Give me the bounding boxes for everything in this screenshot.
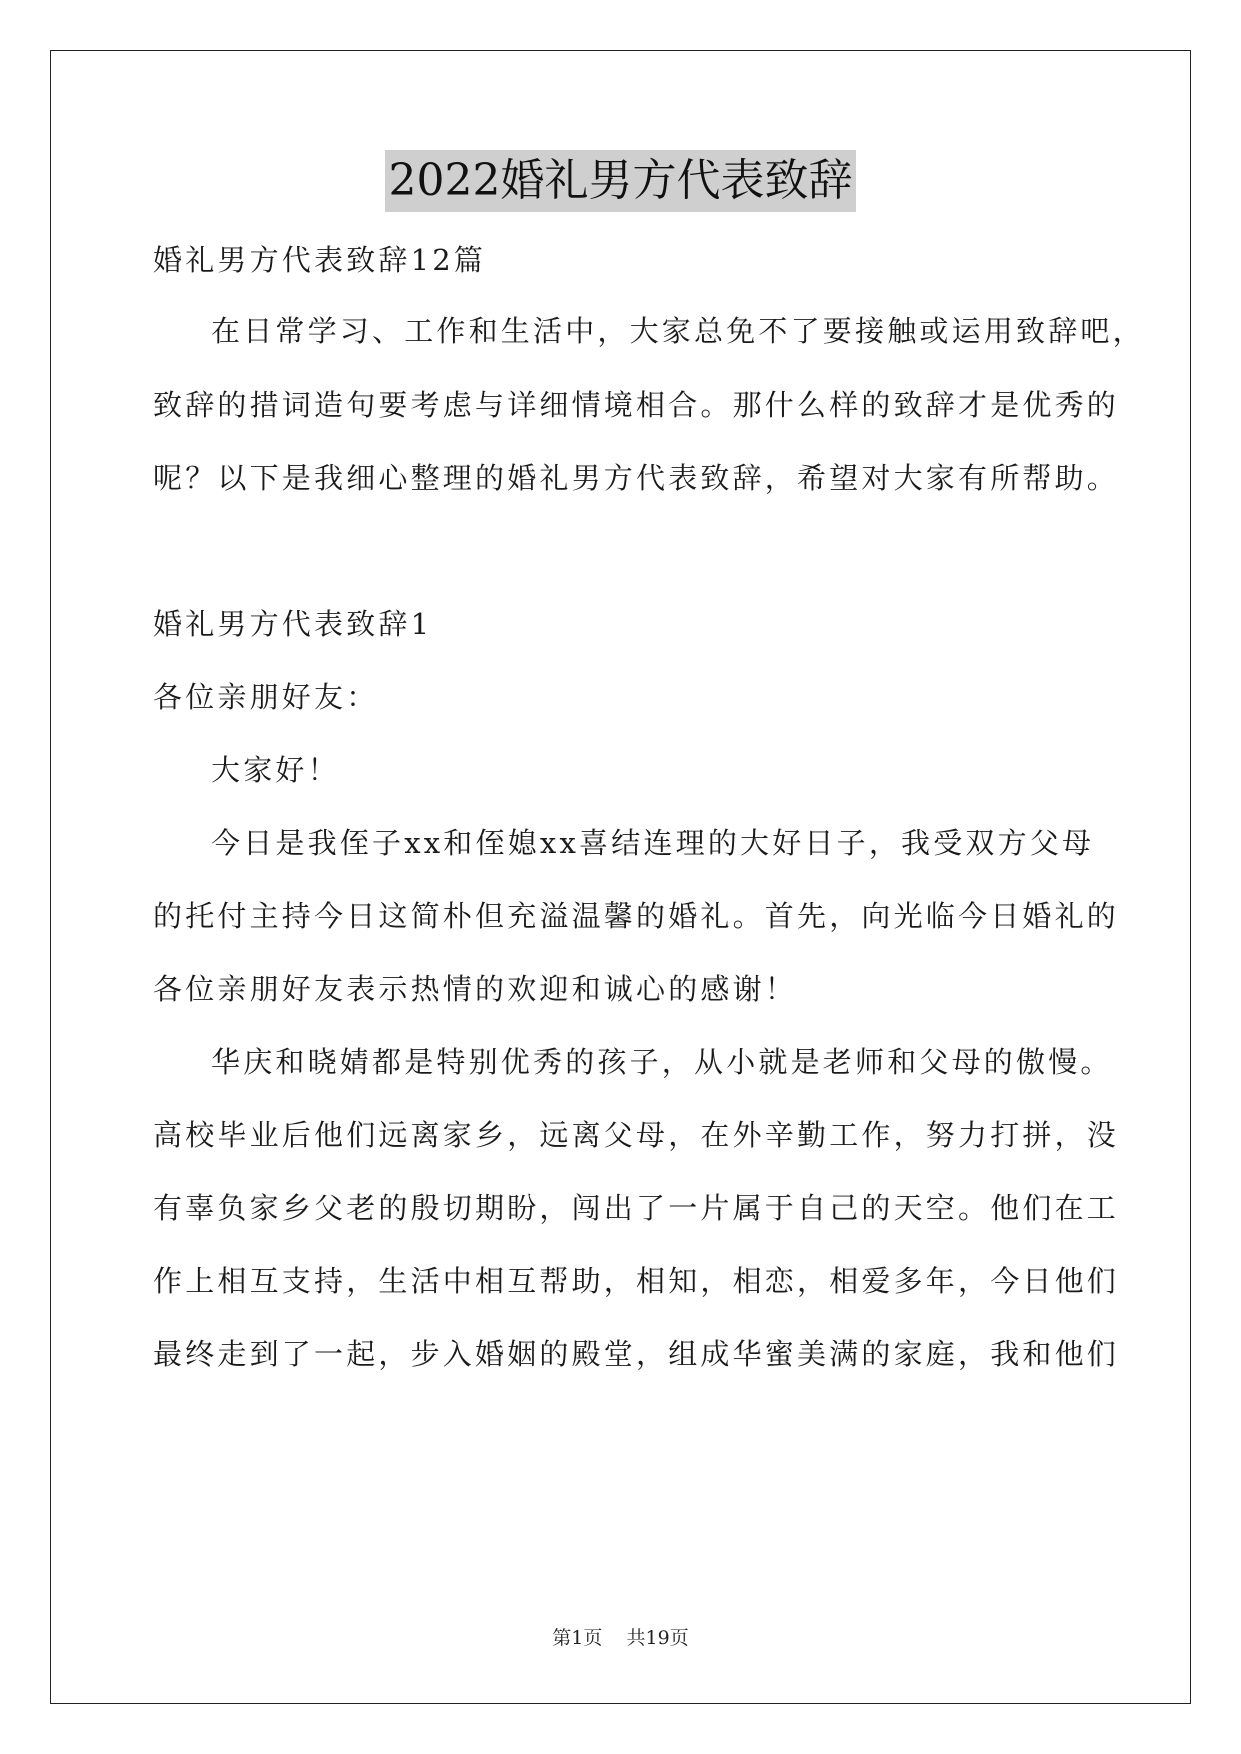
section-heading: 婚礼男方代表致辞1: [153, 607, 433, 641]
page-number: 第1页: [552, 1627, 603, 1649]
footer-gap: [602, 1627, 626, 1649]
paragraph-line: 华庆和晓婧都是特别优秀的孩子，从小就是老师和父母的傲慢。: [211, 1045, 1113, 1079]
document-title: 2022婚礼男方代表致辞: [385, 150, 857, 212]
salutation-line: 各位亲朋好友：: [153, 680, 379, 714]
paragraph-line: 有辜负家乡父老的殷切期盼，闯出了一片属于自己的天空。他们在工: [153, 1191, 1120, 1225]
paragraph-line: 呢？以下是我细心整理的婚礼男方代表致辞，希望对大家有所帮助。: [153, 461, 1120, 495]
total-pages: 共19页: [626, 1627, 689, 1649]
page-footer: [0, 1626, 1241, 1650]
paragraph-line: 的托付主持今日这简朴但充溢温馨的婚礼。首先，向光临今日婚礼的: [153, 899, 1120, 933]
paragraph-line: 最终走到了一起，步入婚姻的殿堂，组成华蜜美满的家庭，我和他们: [153, 1337, 1120, 1371]
paragraph-line: 各位亲朋好友表示热情的欢迎和诚心的感谢！: [153, 972, 798, 1006]
paragraph-line: 高校毕业后他们远离家乡，远离父母，在外辛勤工作，努力打拼，没: [153, 1118, 1120, 1152]
subtitle-line: 婚礼男方代表致辞12篇: [153, 243, 487, 277]
paragraph-line: 在日常学习、工作和生活中，大家总免不了要接触或运用致辞吧，: [211, 314, 1145, 348]
page-border: [50, 50, 1191, 1704]
paragraph-line: 今日是我侄子xx和侄媳xx喜结连理的大好日子，我受双方父母: [211, 826, 1095, 860]
paragraph-line: 致辞的措词造句要考虑与详细情境相合。那什么样的致辞才是优秀的: [153, 388, 1120, 422]
title-container: [0, 150, 1241, 212]
greeting-line: 大家好！: [211, 753, 340, 787]
paragraph-line: 作上相互支持，生活中相互帮助，相知，相恋，相爱多年，今日他们: [153, 1264, 1120, 1298]
